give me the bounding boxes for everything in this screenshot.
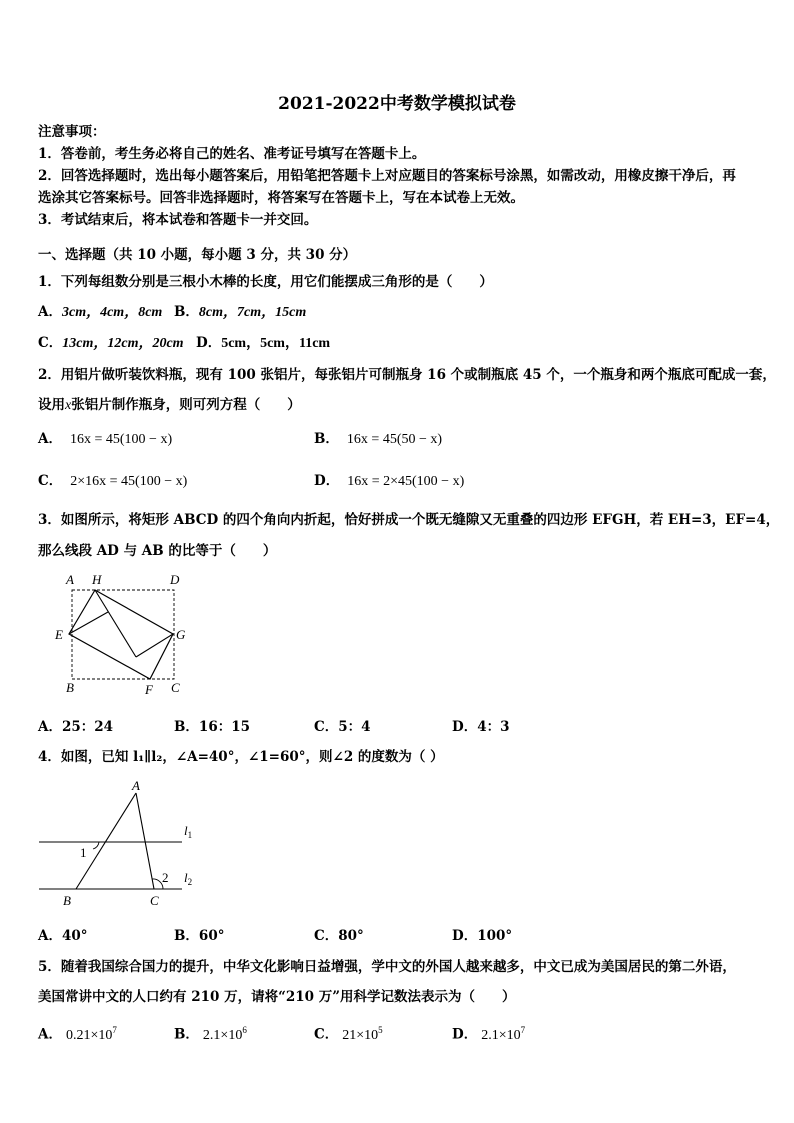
angle-2-label: 2 (162, 870, 169, 885)
segment-ac (136, 793, 154, 889)
q1-option-b-letter: B． (174, 304, 199, 320)
segment-ab (76, 793, 136, 889)
q3-option-a-text: 25：24 (61, 719, 114, 735)
q4-option-a-text: 40° (61, 928, 88, 944)
q1-option-b-text: 8cm，7cm，15cm (198, 305, 307, 320)
q5-option-b-letter: B． (174, 1026, 199, 1043)
q2-variable: x (65, 398, 72, 413)
q3-option-b-text: 16：15 (198, 719, 250, 735)
q5-option-a-base: 0.21×10 (65, 1027, 113, 1043)
q1-option-c-letter: C． (38, 335, 63, 351)
q2-option-b (314, 431, 442, 449)
q3-option-b (174, 719, 250, 735)
q2-option-a-letter: A． (38, 431, 62, 447)
notice-heading: 注意事项： (38, 124, 106, 140)
label-h: H (92, 572, 102, 587)
notice-line-1: 1．答卷前，考生务必将自己的姓名、准考证号填写在答题卡上。 (38, 146, 426, 162)
q5-option-c (314, 1025, 383, 1044)
q5-option-a (38, 1025, 117, 1044)
q5-stem-line-2: 美国常讲中文的人口约有 210 万，请将“210 万”用科学记数法表示为（ ） (38, 989, 516, 1005)
q3-option-b-letter: B． (174, 719, 199, 735)
quadrilateral-efgh (69, 590, 173, 679)
q2-option-d-letter: D． (314, 473, 340, 489)
q2-option-a (38, 431, 172, 449)
angle-1-arc (93, 842, 99, 849)
q4-option-a (38, 928, 88, 944)
label-a: A (132, 778, 140, 793)
q5-option-c-base: 21×10 (342, 1027, 379, 1043)
q2-option-c-text: 2×16x = 45(100 − x) (70, 474, 188, 489)
q5-option-a-exponent: 7 (112, 1025, 117, 1035)
q3-option-c-letter: C． (314, 719, 339, 735)
label-l1: $l_1$ (184, 823, 193, 840)
section-heading: 一、选择题（共 10 小题，每小题 3 分，共 30 分） (38, 247, 357, 263)
label-d: D (170, 572, 180, 587)
q2-stem-part-2: 张铝片制作瓶身，则可列方程（ ） (71, 397, 301, 413)
q1-option-d (196, 335, 330, 353)
q2-stem-part-1: 设用 (38, 397, 65, 413)
q4-option-a-letter: A． (38, 928, 62, 944)
q4-stem: 4．如图，已知 l₁∥l₂，∠A=40°，∠1=60°，则∠2 的度数为（ ） (38, 749, 444, 765)
label-f: F (145, 682, 153, 697)
label-e: E (55, 627, 63, 642)
q5-option-b-exponent: 6 (242, 1025, 247, 1035)
q5-option-b (174, 1025, 247, 1044)
notice-line-4: 3．考试结束后，将本试卷和答题卡一并交回。 (38, 212, 318, 228)
q3-option-d-text: 4：3 (477, 719, 510, 735)
q5-option-d-letter: D． (452, 1026, 478, 1043)
q5-option-a-letter: A． (38, 1026, 62, 1043)
label-c: C (171, 680, 180, 695)
label-c: C (150, 893, 159, 908)
q5-option-c-letter: C． (314, 1026, 339, 1043)
label-g: G (176, 627, 186, 642)
label-b: B (66, 680, 74, 695)
q3-stem-line-2: 那么线段 AD 与 AB 的比等于（ ） (38, 543, 277, 559)
q1-option-c-text: 13cm，12cm，20cm (62, 336, 184, 351)
q4-option-d-text: 100° (477, 928, 513, 944)
q4-option-c-text: 80° (338, 928, 364, 944)
q2-option-b-letter: B． (314, 431, 339, 447)
q2-option-a-text: 16x = 45(100 − x) (69, 432, 173, 447)
q2-stem-line-2 (38, 397, 301, 415)
q3-option-c-text: 5：4 (338, 719, 371, 735)
q1-option-c (38, 335, 184, 353)
q2-option-c-letter: C． (38, 473, 63, 489)
q1-option-a (38, 304, 162, 322)
fold-line-hf (95, 590, 136, 657)
q3-stem-line-1: 3．如图所示，将矩形 ABCD 的四个角向内折起，恰好拼成一个既无缝隙又无重叠的四边形 EFGH，若 EH=3，EF=4， (38, 512, 780, 528)
q2-stem-line-1: 2．用铝片做听装饮料瓶，现有 100 张铝片，每张铝片可制瓶身 16 个或制瓶底 45 个，一个瓶身和两个瓶底可配成一套， (38, 367, 776, 383)
q3-option-a-letter: A． (38, 719, 62, 735)
q3-option-d (452, 719, 510, 735)
q4-option-c-letter: C． (314, 928, 339, 944)
page-title: 2021-2022中考数学模拟试卷 (278, 94, 516, 114)
q4-figure (36, 776, 206, 910)
q1-option-d-letter: D． (196, 335, 222, 351)
q5-option-c-exponent: 5 (378, 1025, 383, 1035)
q5-option-d-exponent: 7 (520, 1025, 526, 1035)
q4-option-b (174, 928, 224, 944)
q1-option-b (174, 304, 306, 322)
q2-option-d (314, 473, 464, 491)
q4-option-b-letter: B． (174, 928, 199, 944)
label-b: B (63, 893, 71, 908)
q5-option-d-base: 2.1×10 (481, 1027, 521, 1043)
q3-option-c (314, 719, 371, 735)
q1-option-a-text: 3cm，4cm，8cm (61, 305, 163, 320)
q4-option-d (452, 928, 512, 944)
q3-option-d-letter: D． (452, 719, 478, 735)
q1-option-d-text: 5cm，5cm，11cm (221, 336, 331, 351)
q5-option-d (452, 1025, 525, 1044)
q5-option-b-base: 2.1×10 (202, 1027, 243, 1043)
label-l2: $l_2$ (184, 870, 193, 887)
angle-1-label: 1 (80, 845, 87, 860)
notice-line-2: 2．回答选择题时，选出每小题答案后，用铅笔把答题卡上对应题目的答案标号涂黑，如需改动，用橡皮擦干净后，再 (38, 168, 736, 184)
q1-stem: 1．下列每组数分别是三根小木棒的长度，用它们能摆成三角形的是（ ） (38, 274, 493, 290)
q1-option-a-letter: A． (38, 304, 62, 320)
q2-option-b-text: 16x = 45(50 − x) (346, 432, 443, 447)
q5-stem-line-1: 5．随着我国综合国力的提升，中华文化影响日益增强，学中文的外国人越来越多，中文已成为美国居民的第二外语， (38, 959, 736, 975)
notice-line-3: 选涂其它答案标号。回答非选择题时，将答案写在答题卡上，写在本试卷上无效。 (38, 190, 524, 206)
q4-option-b-text: 60° (198, 928, 225, 944)
q4-option-c (314, 928, 364, 944)
q3-option-a (38, 719, 113, 735)
q3-figure (52, 568, 202, 700)
q2-option-c (38, 473, 187, 491)
label-a: A (66, 572, 74, 587)
q2-option-d-text: 16x = 2×45(100 − x) (347, 474, 465, 489)
q4-option-d-letter: D． (452, 928, 478, 944)
